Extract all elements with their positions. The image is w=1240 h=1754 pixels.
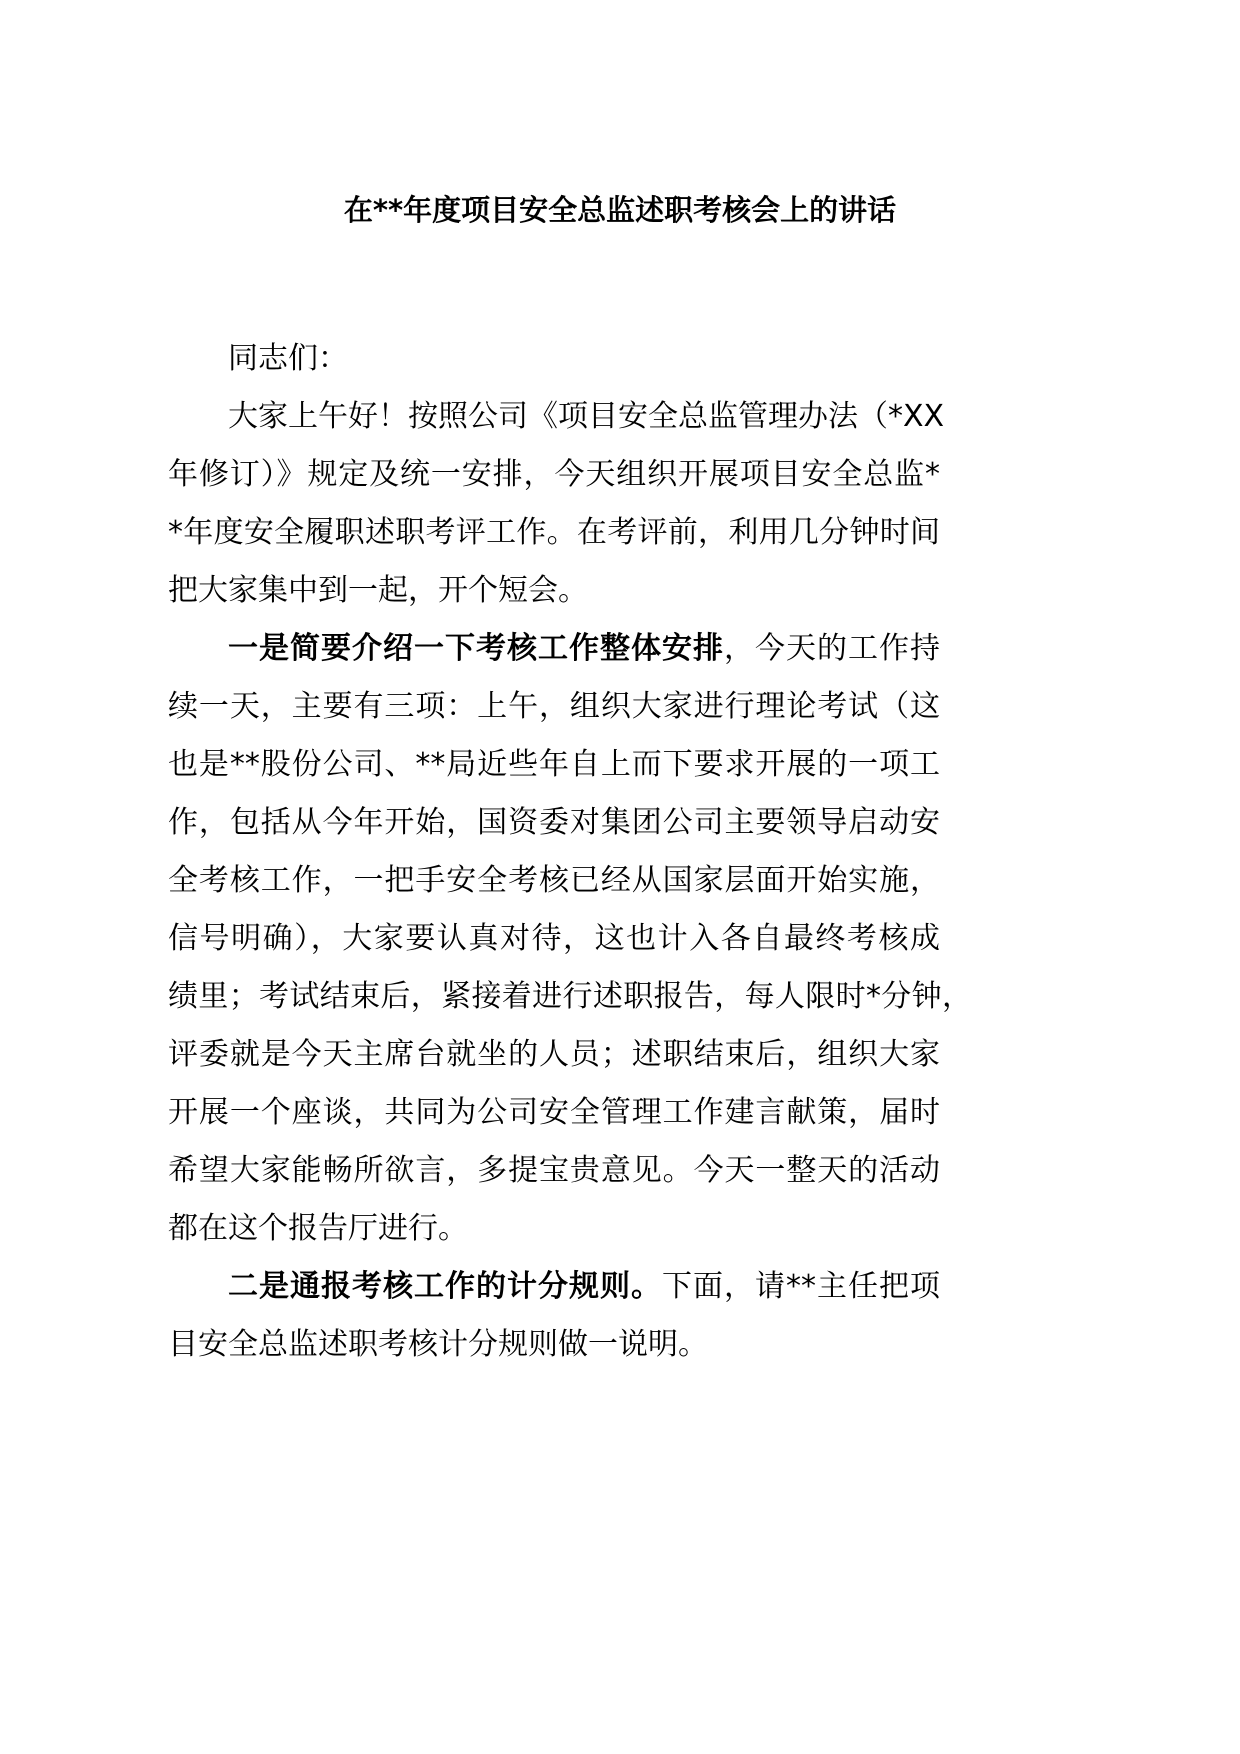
paragraph-line: 都在这个报告厅进行。	[168, 1211, 468, 1246]
document-title: 在**年度项目安全总监述职考核会上的讲话	[343, 193, 897, 227]
paragraph-line: 评委就是今天主席台就坐的人员；述职结束后，组织大家	[168, 1037, 940, 1072]
paragraph-line: 信号明确），大家要认真对待，这也计入各自最终考核成	[168, 921, 940, 956]
paragraph-line: 目安全总监述职考核计分规则做一说明。	[168, 1327, 708, 1362]
paragraph-line: 绩里；考试结束后，紧接着进行述职报告，每人限时*分钟，	[168, 979, 972, 1014]
paragraph-line: 续一天，主要有三项：上午，组织大家进行理论考试（这	[168, 689, 940, 724]
paragraph-line	[168, 1258, 940, 1316]
bold-heading: 二是通报考核工作的计分规则。	[228, 1269, 662, 1304]
paragraph-line: 也是**股份公司、**局近些年自上而下要求开展的一项工	[168, 747, 940, 782]
paragraph-arrangement	[168, 620, 972, 1258]
paragraph-line: 作，包括从今年开始，国资委对集团公司主要领导启动安	[168, 805, 940, 840]
paragraph-intro	[168, 388, 945, 620]
paragraph-line	[168, 620, 940, 678]
paragraph-line: 希望大家能畅所欲言，多提宝贵意见。今天一整天的活动	[168, 1153, 940, 1188]
document-body	[168, 330, 972, 1374]
paragraph-scoring	[168, 1258, 940, 1374]
paragraph-line: 大家上午好！按照公司《项目安全总监管理办法（*XX	[228, 399, 945, 434]
paragraph-line: 年修订）》规定及统一安排，今天组织开展项目安全总监*	[168, 457, 940, 492]
bold-heading: 一是简要介绍一下考核工作整体安排	[228, 631, 724, 666]
paragraph-line: 全考核工作，一把手安全考核已经从国家层面开始实施，	[168, 863, 940, 898]
paragraph-line: 把大家集中到一起，开个短会。	[168, 573, 588, 608]
lead-text: ，今天的工作持	[724, 631, 940, 666]
paragraph-line: *年度安全履职述职考评工作。在考评前，利用几分钟时间	[168, 515, 940, 550]
paragraph-line: 开展一个座谈，共同为公司安全管理工作建言献策，届时	[168, 1095, 940, 1130]
lead-text: 下面，请**主任把项	[662, 1269, 940, 1304]
greeting: 同志们：	[228, 341, 348, 376]
